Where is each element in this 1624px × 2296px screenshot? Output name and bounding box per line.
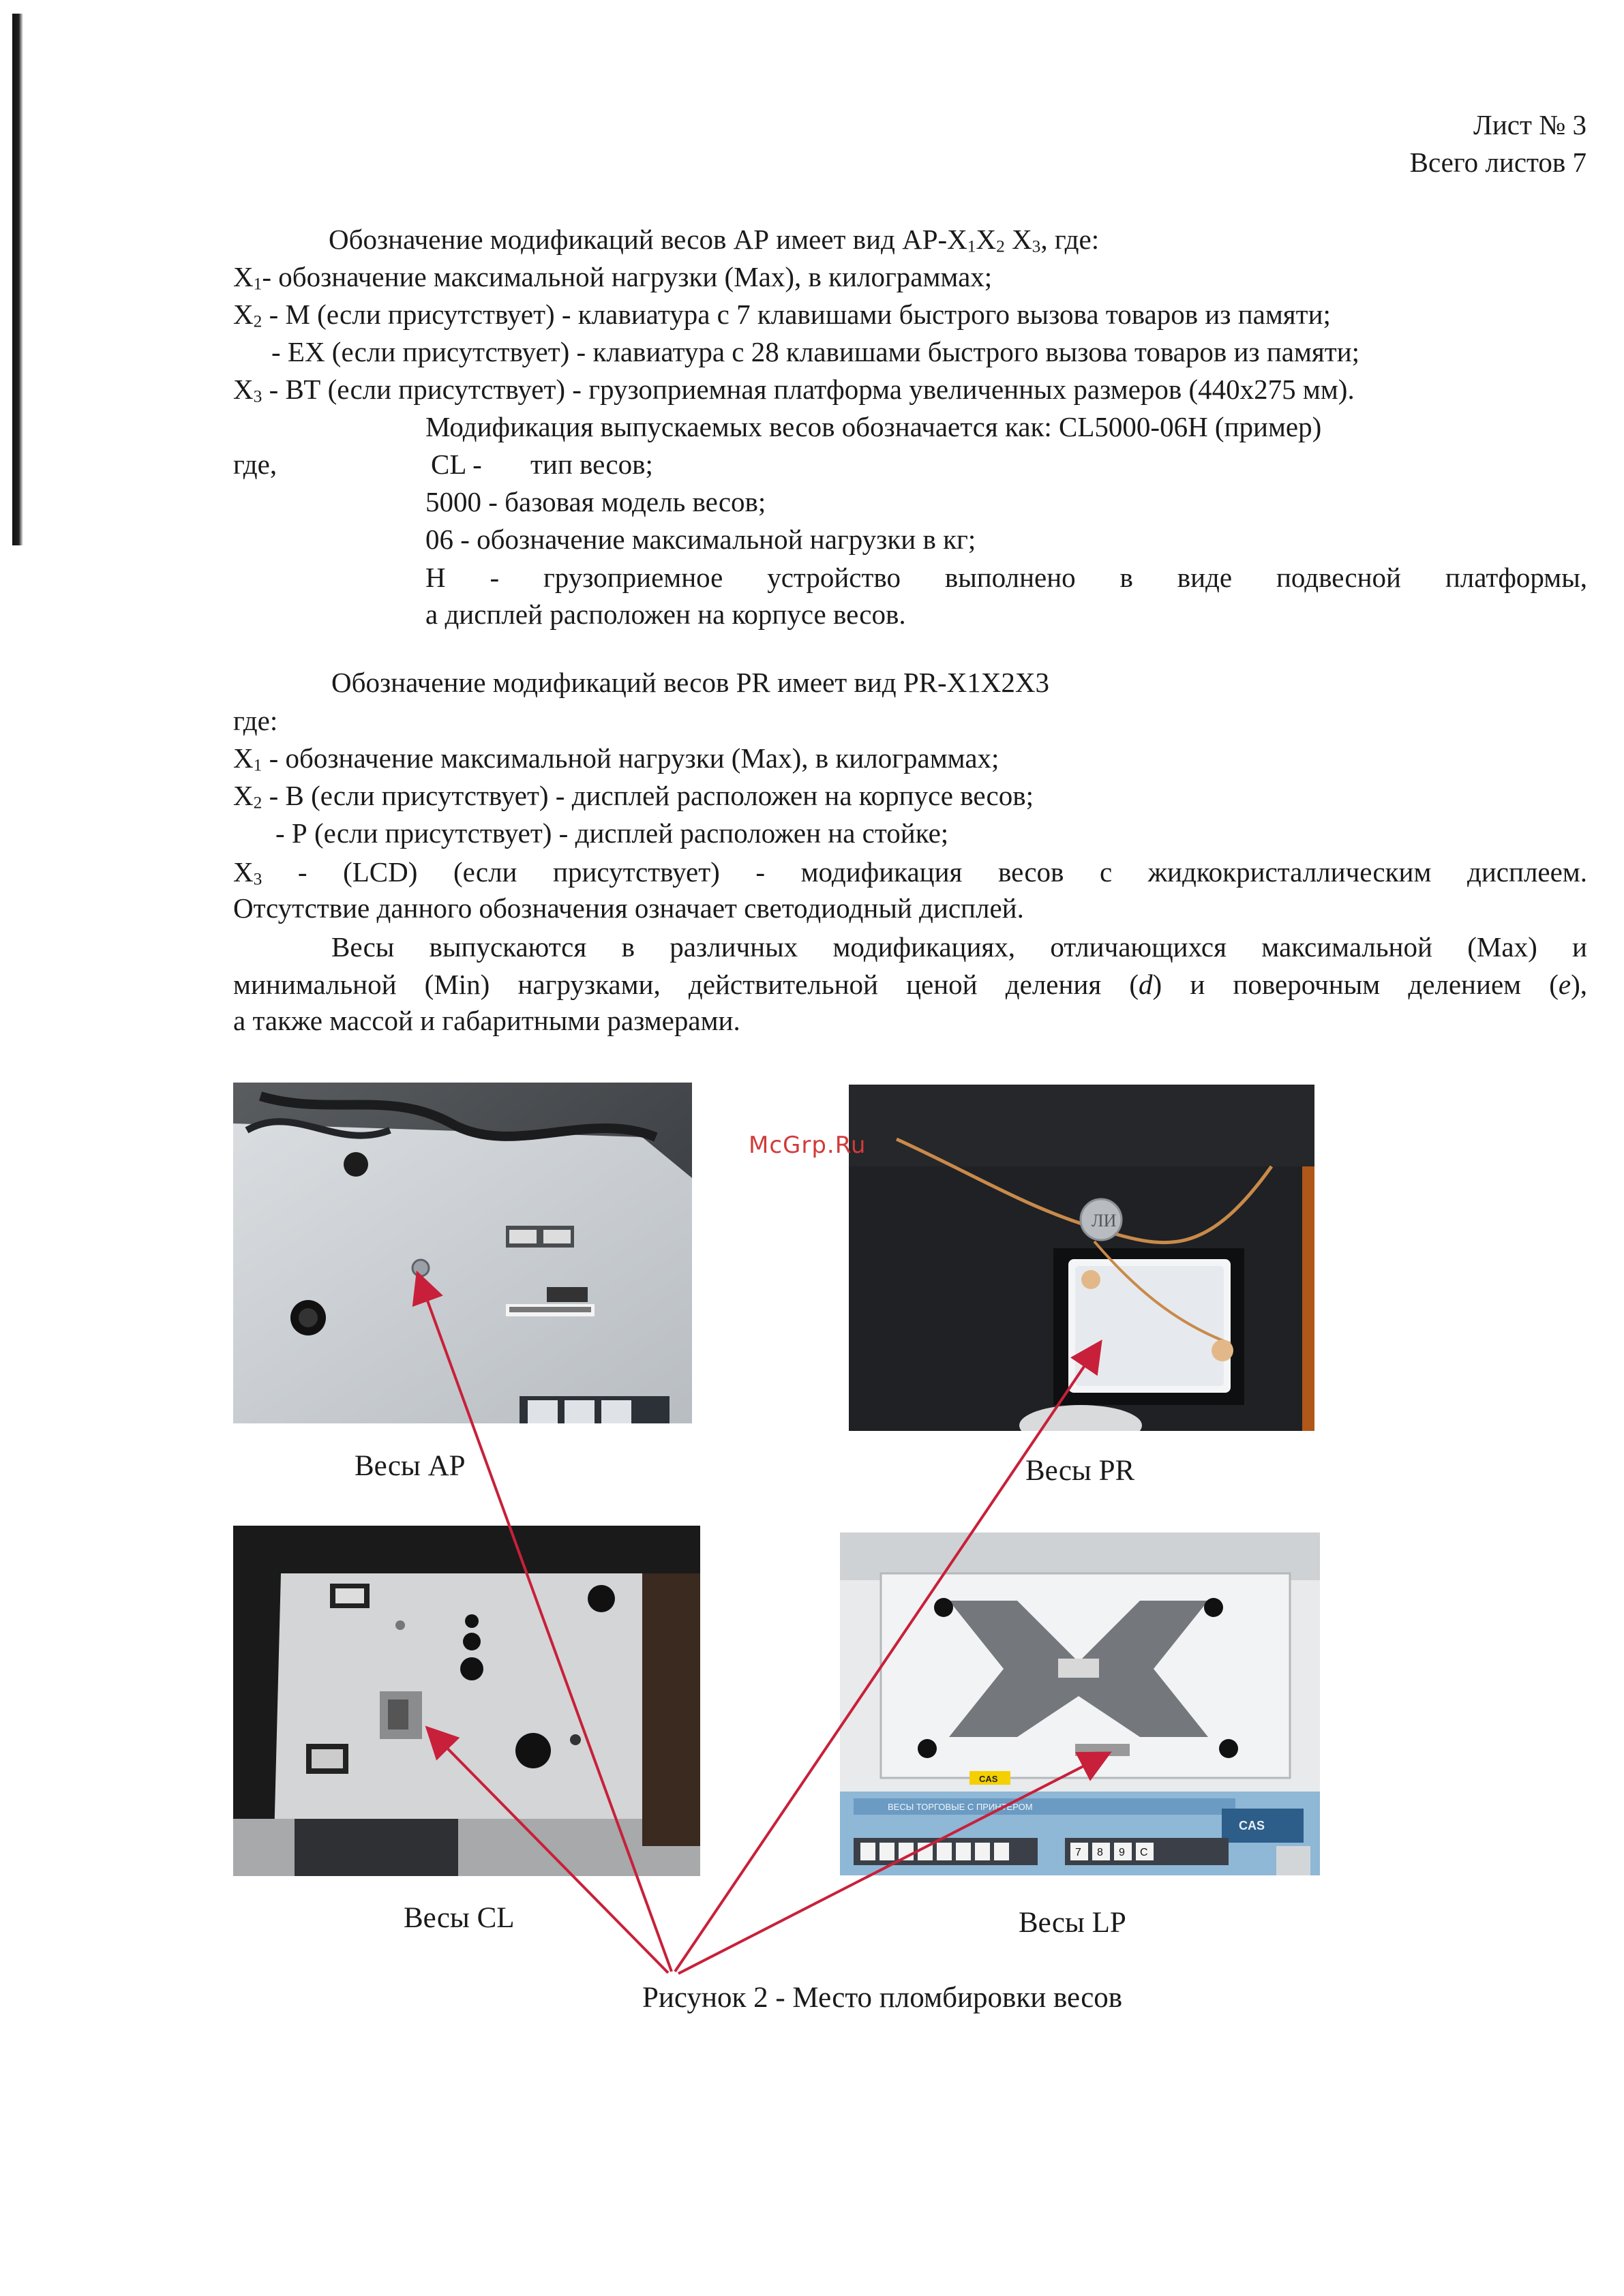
variants-line2: минимальной (Min) нагрузками, действительной ценой деления (d) и поверочным делением (e), [233,969,1587,1000]
ap-x2-alt-line: - ЕХ (если присутствует) - клавиатура с 28 клавишами быстрого вызова товаров из памяти; [271,336,1360,367]
cl-where: где, [233,449,277,480]
pr-x1-line: $X_1$ - обозначение максимальной нагрузки (Max), в килограммах; [233,742,999,775]
pr-intro: Обозначение модификаций весов PR имеет вид PR-X1X2X3 [331,667,1049,698]
cl-h-line2: а дисплей расположен на корпусе весов. [425,599,906,630]
cl-model: 5000 - базовая модель весов; [425,486,766,517]
pr-x2-line: $X_2$ - В (если присутствует) - дисплей расположен на корпусе весов; [233,780,1034,813]
lp-key-9: 9 [1119,1847,1125,1858]
cl-max-load: 06 - обозначение максимальной нагрузки в кг; [425,524,976,555]
pr-x3-cont: Отсутствие данного обозначения означает светодиодный дисплей. [233,892,1024,924]
cl-type-desc: тип весов; [530,449,653,480]
total-sheets: Всего листов 7 [1409,147,1587,178]
arrow-to-ap-seal [419,1278,672,1972]
arrow-to-cl-seal [431,1732,668,1973]
pr-x3-line: $X_3 - (LCD)$ (если присутствует) - модификация весов с жидкокристаллическим дисплеем. [233,856,1587,889]
variants-line1: Весы выпускаются в различных модификациях, отличающихся максимальной (Max) и [331,931,1587,963]
caption-lp: Весы LP [1019,1907,1126,1939]
cl-type-label: CL - [431,449,482,480]
caption-cl: Весы CL [404,1902,515,1934]
caption-ap: Весы АР [355,1450,466,1482]
ap-x1-line: $X_1-$ обозначение максимальной нагрузки (Max), в килограммах; [233,261,993,294]
lp-cas-logo: CAS [1239,1819,1265,1832]
lp-key-7: 7 [1075,1847,1081,1858]
variants-line3: а также массой и габаритными размерами. [233,1005,740,1036]
pr-x2-alt-line: - Р (если присутствует) - дисплей расположен на стойке; [275,817,949,849]
watermark: McGrp.Ru [749,1132,867,1159]
cl-intro: Модификация выпускаемых весов обозначается как: CL5000-06H (пример) [425,411,1322,442]
pr-where: где: [233,705,278,736]
arrow-to-pr-seal [675,1346,1098,1972]
caption-pr: Весы PR [1025,1455,1135,1487]
lp-key-c: C [1140,1847,1148,1858]
sheet-number: Лист № 3 [1473,109,1587,140]
lp-key-8: 8 [1097,1847,1103,1858]
arrow-to-lp-seal [678,1755,1104,1974]
cl-h-line1: Н - грузоприемное устройство выполнено в виде подвесной платформы, [425,562,1587,593]
ap-x3-line: $X_3$ - ВТ (если присутствует) - грузоприемная платформа увеличенных размеров (440x275 мм). [233,374,1355,406]
lp-panel-text: ВЕСЫ ТОРГОВЫЕ С ПРИНТЕРОМ [888,1802,1033,1812]
pr-seal-text: ЛИ [1092,1211,1117,1230]
ap-x2-line: $X_2$ - М (если присутствует) - клавиатура с 7 клавишами быстрого вызова товаров из памяти; [233,299,1331,331]
lp-cas-sticker: CAS [979,1774,998,1784]
figure-title: Рисунок 2 - Место пломбировки весов [642,1982,1123,2014]
ap-intro: Обозначение модификаций весов АР имеет вид $АР-X_1X_2$ $X_3$, где: [329,224,1100,256]
